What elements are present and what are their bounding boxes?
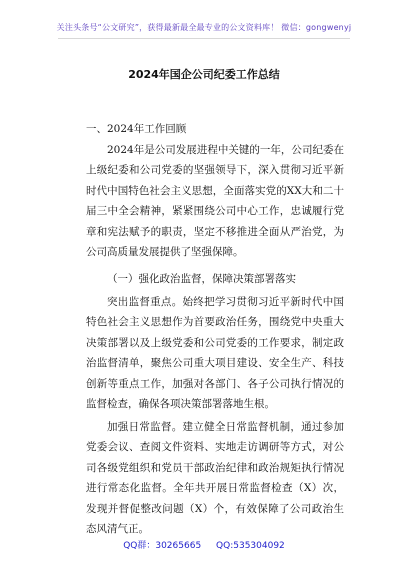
header-notice: 关注头条号“公文研究”，获得最新最全最专业的公文资料库！ 微信：gongwenyj (56, 23, 352, 32)
footer-contact (0, 538, 408, 551)
paragraph-daily-supervision: 加强日常监督。建立健全日常监督机制，通过参加党委会议、查阅文件资料、实地走访调研等方式，对公司各级党组织和党员干部政治纪律和政治规矩执行情况进行常态化监督。全年共开展日常监督检查（X）次，发现并督促整改问题（X）个，有效保障了公司政治生态风清气正。 (86, 421, 344, 536)
subheading: （一）强化政治监督，保障决策部署落实 (107, 273, 296, 285)
footer-qq: QQ:535304092 (216, 541, 285, 551)
footer-qq-group: QQ群：30265665 (123, 541, 202, 551)
section-heading: 一、2024年工作回顾 (86, 123, 187, 135)
document-title: 2024年国企公司纪委工作总结 (128, 68, 280, 81)
intro-paragraph: 2024年是公司发展进程中关键的一年，公司纪委在上级纪委和公司党委的坚强领导下，深入贯彻习近平新时代中国特色社会主义思想，全面落实党的XX大和二十届三中全会精神，紧紧围绕公司中心工作，忠诚履行党章和宪法赋予的职责，坚定不移推进全面从严治党，为公司高质量发展提供了坚强保障。 (86, 144, 344, 259)
paragraph-supervision-focus: 突出监督重点。始终把学习贯彻习近平新时代中国特色社会主义思想作为首要政治任务，围绕党中央重大决策部署以及上级党委和公司党委的工作要求，制定政治监督清单，聚焦公司重大项目建设、安全生产、科技创新等重点工作，加强对各部门、各子公司执行情况的监督检查，确保各项决策部署落地生根。 (86, 296, 344, 411)
header-divider (58, 38, 350, 39)
